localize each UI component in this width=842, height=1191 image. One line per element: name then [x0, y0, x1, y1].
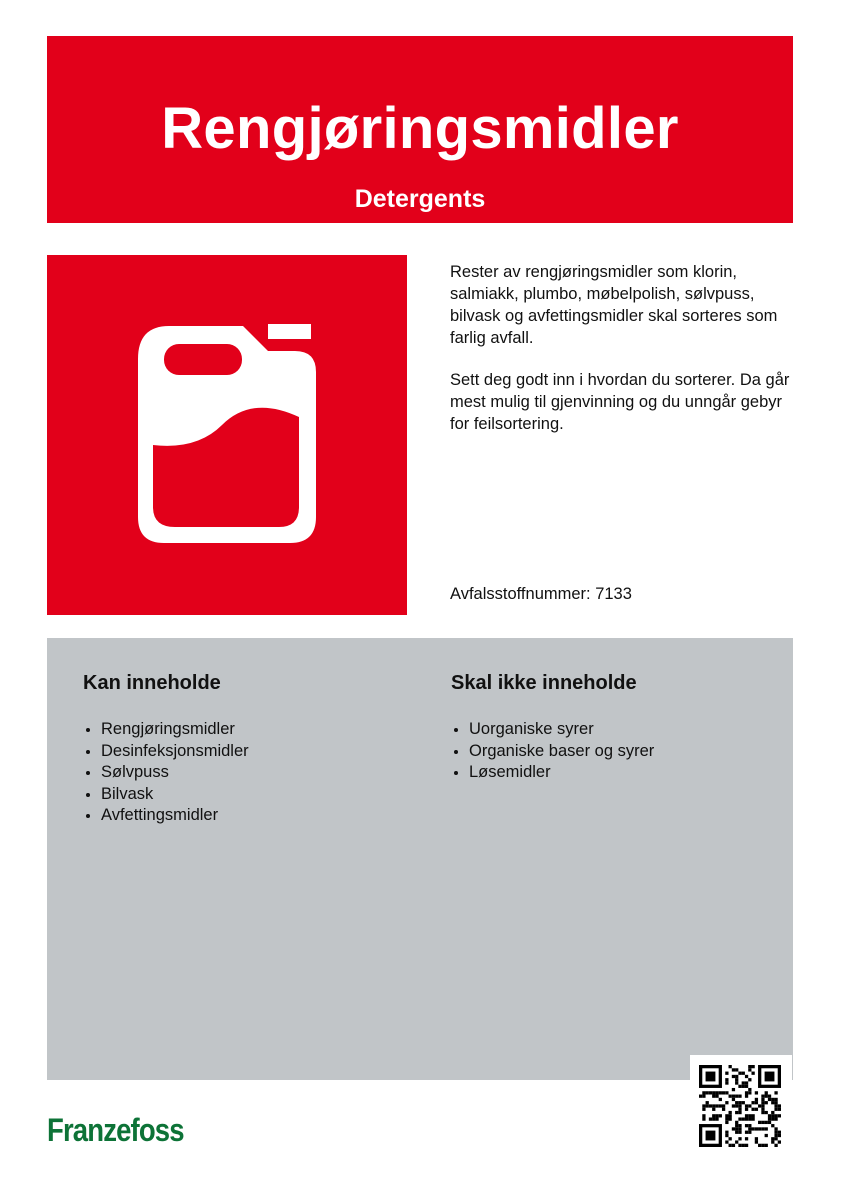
- qr-code[interactable]: [690, 1055, 792, 1157]
- list-item: Løsemidler: [451, 762, 654, 784]
- jerrycan-icon: [47, 255, 407, 615]
- page-subtitle: Detergents: [354, 185, 486, 213]
- cannot-contain-column: [451, 672, 654, 784]
- waste-number: Avfalsstoffnummer: 7133: [450, 585, 632, 603]
- list-item: Desinfeksjonsmidler: [83, 741, 249, 763]
- header-banner: [47, 36, 793, 223]
- list-item: Organiske baser og syrer: [451, 741, 654, 763]
- page-title: Rengjøringsmidler: [161, 96, 679, 161]
- description-paragraph-2: Sett deg godt inn i hvordan du sorterer. Da går mest mulig til gjenvinning og du unngår gebyr for feilsortering.: [450, 371, 790, 433]
- icon-panel: [47, 255, 407, 615]
- can-contain-heading: Kan inneholde: [83, 672, 221, 694]
- description-paragraph-1: Rester av rengjøringsmidler som klorin, salmiakk, plumbo, møbelpolish, sølvpuss, bilvask og avfettingsmidler skal sorteres som farlig avfall.: [450, 263, 778, 347]
- can-contain-list: [83, 719, 249, 827]
- contents-panel: [47, 638, 793, 1080]
- franzefoss-logo: Franzefoss: [47, 1112, 184, 1148]
- cannot-contain-heading: Skal ikke inneholde: [451, 672, 637, 694]
- can-contain-column: [83, 672, 249, 827]
- list-item: Bilvask: [83, 784, 249, 806]
- list-item: Rengjøringsmidler: [83, 719, 249, 741]
- cannot-contain-list: [451, 719, 654, 784]
- list-item: Avfettingsmidler: [83, 805, 249, 827]
- list-item: Sølvpuss: [83, 762, 249, 784]
- description: [450, 261, 790, 455]
- list-item: Uorganiske syrer: [451, 719, 654, 741]
